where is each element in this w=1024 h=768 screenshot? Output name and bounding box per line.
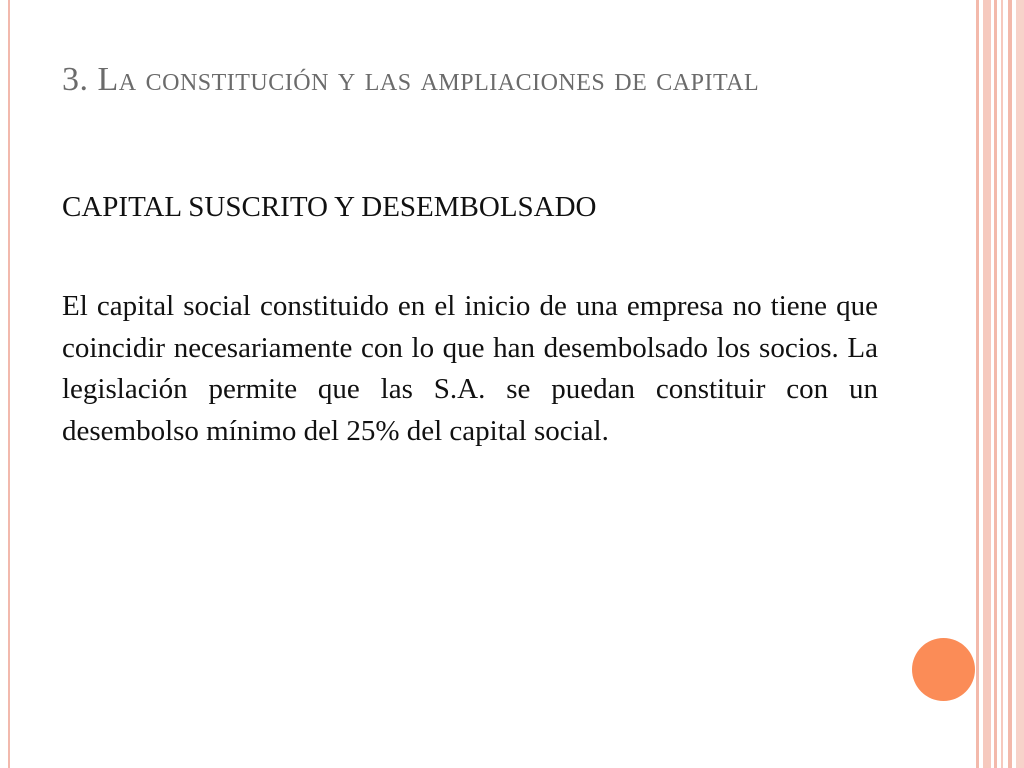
right-frame-stripe — [1016, 0, 1024, 768]
right-frame-stripe — [976, 0, 979, 768]
right-frame-stripe — [983, 0, 991, 768]
body-paragraph: El capital social constituido en el inicio de una empresa no tiene que coincidir necesariamente con lo que han desembolsado los socios. La legislación permite que las S.A. se puedan constituir con un desembolso mínimo del 25% del capital social. — [62, 290, 878, 447]
slide-title: 3. La constitución y las ampliaciones de capital — [62, 61, 760, 98]
right-frame-stripe — [1008, 0, 1012, 768]
left-border-decoration — [8, 0, 10, 768]
section-heading: CAPITAL SUSCRITO Y DESEMBOLSADO — [62, 191, 597, 223]
right-frame-stripe — [1001, 0, 1003, 768]
accent-dot-decoration — [912, 638, 975, 701]
right-frame-stripe — [994, 0, 997, 768]
